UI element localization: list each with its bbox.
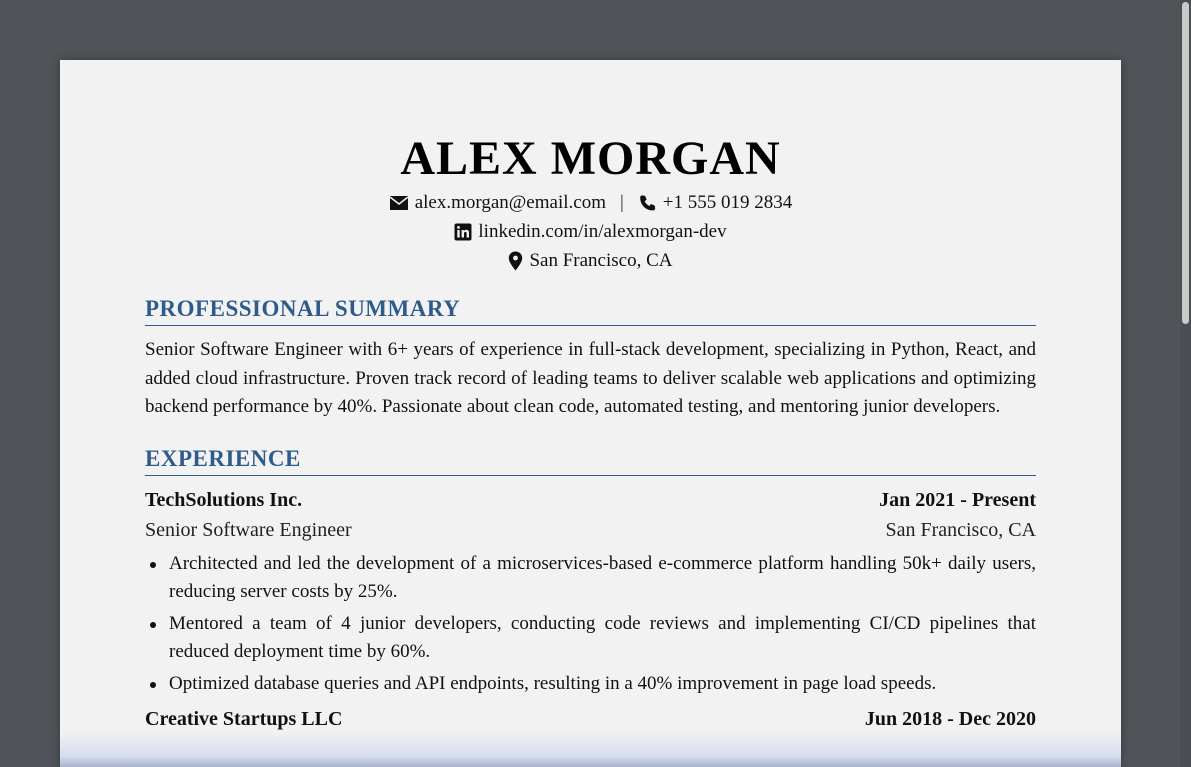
candidate-name: ALEX MORGAN — [400, 132, 781, 185]
job-header — [145, 707, 1036, 731]
bullet-item: Architected and led the development of a microservices-based e-commerce platform handling 50k+ daily users, reducing server costs by 25%. — [145, 550, 1036, 607]
job-bullets — [145, 550, 1036, 699]
contact-line-primary — [145, 192, 1036, 214]
job-header — [145, 488, 1036, 512]
job-location: San Francisco, CA — [885, 518, 1036, 541]
linkedin-link[interactable]: linkedin.com/in/alexmorgan-dev — [478, 221, 727, 242]
job-entry — [145, 707, 1036, 731]
contact-line-location — [145, 250, 1036, 272]
phone-icon — [638, 194, 657, 213]
job-subheader — [145, 518, 1036, 542]
contact-line-linkedin — [145, 221, 1036, 243]
job-title: Senior Software Engineer — [145, 518, 352, 541]
phone-number[interactable]: +1 555 019 2834 — [662, 192, 793, 213]
linkedin-icon — [454, 223, 472, 241]
location-text: San Francisco, CA — [529, 250, 673, 271]
email-link[interactable]: alex.morgan@email.com — [414, 192, 606, 213]
job-dates: Jan 2021 - Present — [879, 488, 1036, 511]
job-entry — [145, 488, 1036, 699]
vertical-scrollbar[interactable] — [1180, 0, 1191, 767]
envelope-icon — [389, 195, 409, 211]
summary-paragraph: Senior Software Engineer with 6+ years of experience in full-stack development, specializing in Python, React, and added cloud infrastructure. Proven track record of leading teams to deliver scalable web applications and optimizing backend performance by 40%. Passionate about clean code, automated testing, and mentoring junior developers. — [145, 339, 1036, 417]
map-pin-icon — [508, 251, 523, 271]
bullet-item: Mentored a team of 4 junior developers, conducting code reviews and implementing CI/CD pipelines that reduced deployment time by 60%. — [145, 610, 1036, 667]
contact-separator: | — [619, 192, 624, 213]
company-name: TechSolutions Inc. — [145, 488, 303, 511]
company-name: Creative Startups LLC — [145, 708, 343, 730]
bullet-item: Optimized database queries and API endpoints, resulting in a 40% improvement in page load speeds. — [145, 670, 1036, 699]
resume-page — [60, 60, 1121, 767]
section-title-experience: EXPERIENCE — [145, 446, 1036, 476]
scrollbar-thumb[interactable] — [1182, 2, 1189, 324]
job-dates: Jun 2018 - Dec 2020 — [864, 708, 1036, 730]
section-title-summary: PROFESSIONAL SUMMARY — [145, 296, 1036, 326]
